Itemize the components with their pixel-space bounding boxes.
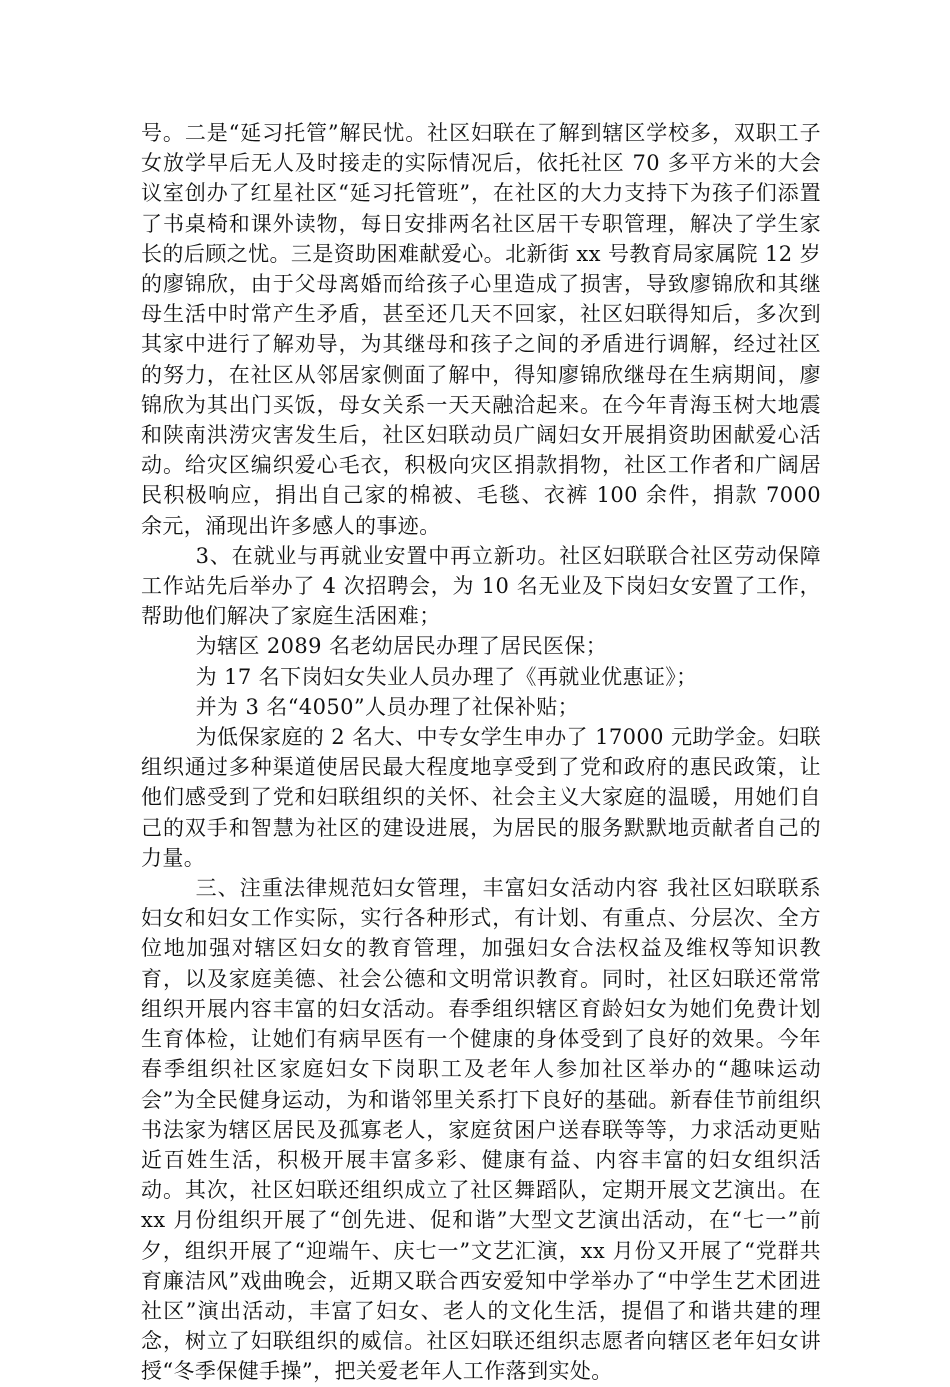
paragraph-continuation: 号。二是“延习托管”解民忧。社区妇联在了解到辖区学校多，双职工子女放学早后无人及时接走的实际情况后，依托社区 70 多平方米的大会议室创办了红星社区“延习托管班”，在社区的大力支持下为孩子们添置了书桌椅和课外读物，每日安排两名社区居干专职管理，解决了学生家长的后顾之忧。三是资助困难献爱心。北新街 xx 号教育局家属院 12 岁的廖锦欣，由于父母离婚而给孩子心里造成了损害，导致廖锦欣和其继母生活中时常产生矛盾，甚至还几天不回家，社区妇联得知后，多次到其家中进行了解劝导，为其继母和孩子之间的矛盾进行调解，经过社区的努力，在社区从邻居家侧面了解中，得知廖锦欣继母在生病期间，廖锦欣为其出门买饭，母女关系一天天融洽起来。在今年青海玉树大地震和陕南洪涝灾害发生后，社区妇联动员广阔妇女开展捐资助困献爱心活动。给灾区编织爱心毛衣，积极向灾区捐款捐物，社区工作者和广阔居民积极响应，捐出自己家的棉被、毛毯、衣裤 100 余件，捐款 7000 余元，涌现出许多感人的事迹。 [141,121,821,538]
document-body [141,118,821,1387]
paragraph-student-aid: 为低保家庭的 2 名大、中专女学生申办了 17000 元助学金。妇联组织通过多种渠道使居民最大程度地享受到了党和政府的惠民政策，让他们感受到了党和妇联组织的关怀、社会主义大家庭的温暖，用她们自己的双手和智慧为社区的建设进展，为居民的服务默默地贡献者自己的力量。 [141,725,821,870]
paragraph-employment: 3、在就业与再就业安置中再立新功。社区妇联联合社区劳动保障工作站先后举办了 4 次招聘会，为 10 名无业及下岗妇女安置了工作，帮助他们解决了家庭生活困难； [141,543,821,629]
paragraph-social-security: 并为 3 名“4050”人员办理了社保补贴； [195,694,580,719]
paragraph-reemployment-certificate: 为 17 名下岗妇女失业人员办理了《再就业优惠证》； [195,664,698,689]
paragraph-medical-insurance: 为辖区 2089 名老幼居民办理了居民医保； [195,634,608,659]
paragraph-section-three: 三、注重法律规范妇女管理，丰富妇女活动内容 我社区妇联联系妇女和妇女工作实际，实行各种形式，有计划、有重点、分层次、全方位地加强对辖区妇女的教育管理，加强妇女合法权益及维权等知识教育，以及家庭美德、社会公德和文明常识教育。同时，社区妇联还常常组织开展内容丰富的妇女活动。春季组织辖区育龄妇女为她们免费计划生育体检，让她们有病早医有一个健康的身体受到了良好的效果。今年春季组织社区家庭妇女下岗职工及老年人参加社区举办的“趣味运动会”为全民健身运动，为和谐邻里关系打下良好的基础。新春佳节前组织书法家为辖区居民及孤寡老人，家庭贫困户送春联等等，力求活动更贴近百姓生活，积极开展丰富多彩、健康有益、内容丰富的妇女组织活动。其次，社区妇联还组织成立了社区舞蹈队，定期开展文艺演出。在 xx 月份组织开展了“创先进、促和谐”大型文艺演出活动，在“七一”前夕，组织开展了“迎端午、庆七一”文艺汇演，xx 月份又开展了“党群共育廉洁风”戏曲晚会，近期又联合西安爱知中学举办了“中学生艺术团进社区”演出活动，丰富了妇女、老人的文化生活，提倡了和谐共建的理念，树立了妇联组织的威信。社区妇联还组织志愿者向辖区老年妇女讲授“冬季保健手操”，把关爱老年人工作落到实处。 [141,876,821,1384]
